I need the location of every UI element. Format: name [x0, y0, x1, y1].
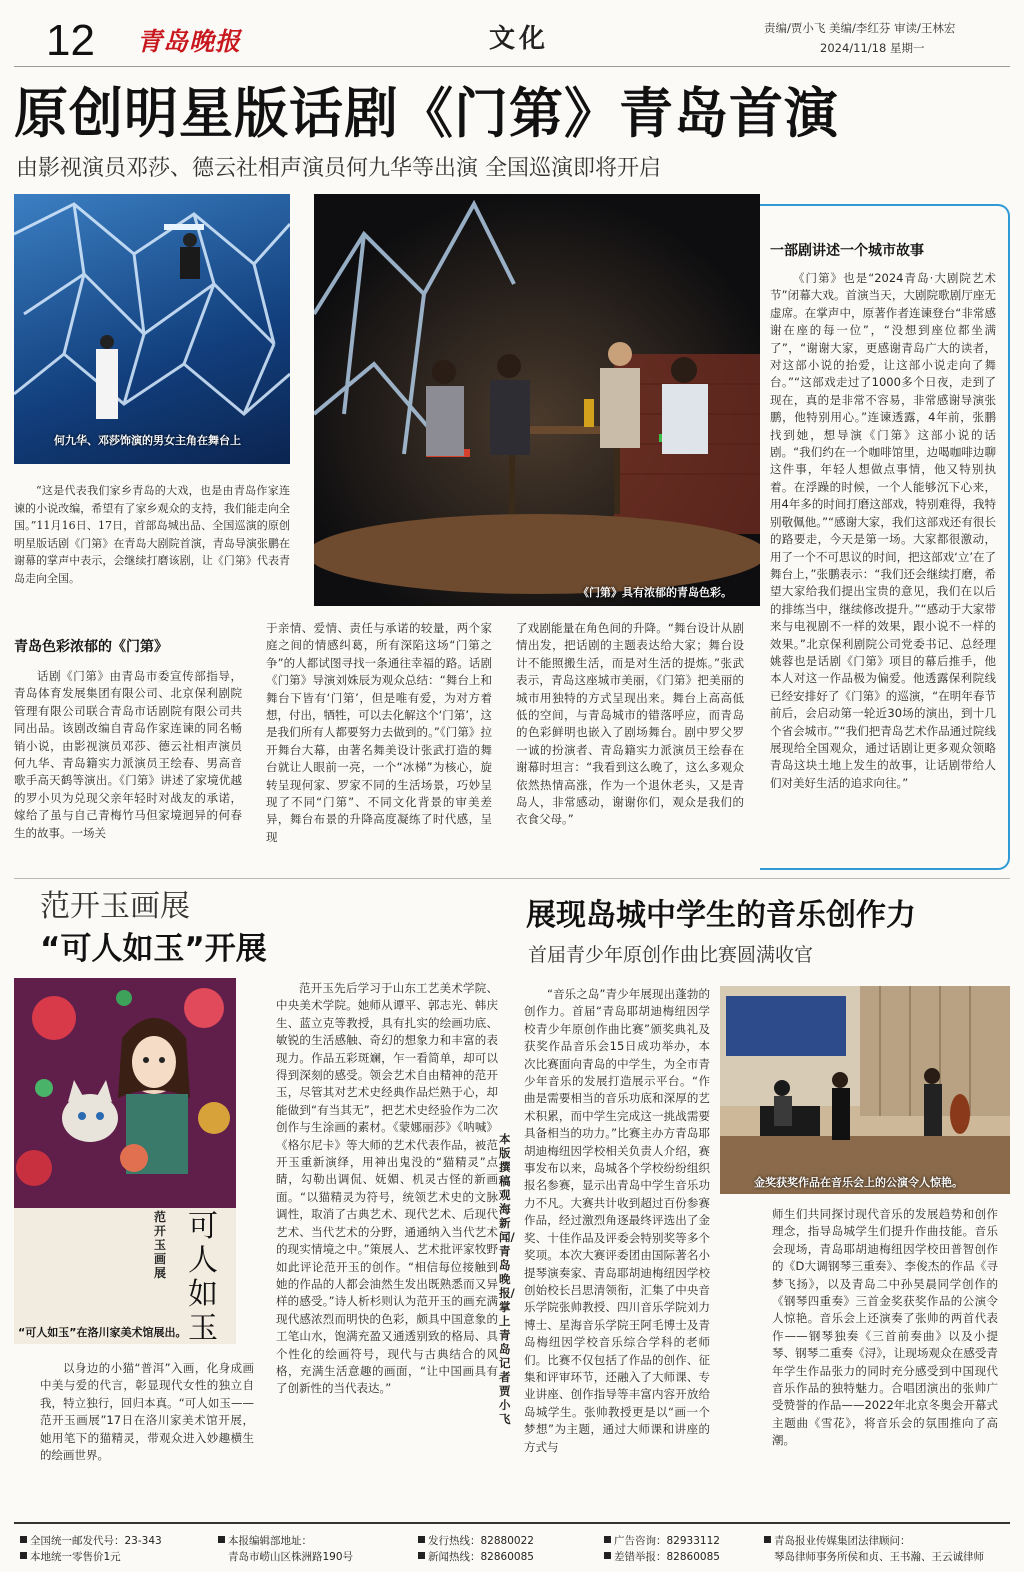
poster-calligraphy: 可人如玉: [188, 1209, 218, 1344]
art-col1: 以身边的小猫“普洱”入画，化身成画中美与爱的代言，彰显现代女性的独立自我，特立独行，回归本真。“可人如玉——范开玉画展”17日在洛川家美术馆开展，她用笔下的猫精灵，带观众进入妙趣横生的绘画世界。: [40, 1361, 254, 1463]
stage-photo-family: [314, 194, 760, 606]
footer-address-label: 本报编辑部地址：: [218, 1534, 312, 1549]
art-headline: “可人如玉”开展: [40, 931, 267, 967]
section-divider: [14, 878, 1010, 879]
poster-title: 范开玉画展: [154, 1210, 167, 1280]
poster-caption: “可人如玉”在洛川家美术馆展出。: [18, 1326, 187, 1339]
music-photo-caption: 金奖获奖作品在音乐会上的公演令人惊艳。: [754, 1176, 963, 1189]
photo2-caption: 《门第》具有浓郁的青岛色彩。: [578, 586, 732, 599]
music-col1: “音乐之岛”青少年展现出蓬勃的创作力。首届“青岛耶胡迪梅纽因学校青少年原创作曲比赛”颁奖典礼及获奖作品音乐会15日成功举办，本次比赛面向青岛的中学生，为全市青少年音乐的发展打造展示平台。“作曲是需要相当的音乐功底和深厚的艺术积累，而中学生完成这一挑战需要具备相当的功力。”比赛主办方青岛耶胡迪梅纽因学校相关负责人介绍，赛事发布以来，岛城各个学校纷纷组织报名参赛，显示出青岛中学生音乐功力不凡。大赛共计收到超过百份参赛作品，经过激烈角逐最终评选出了金奖、十佳作品及评委会特别奖等多个奖项。本次大赛评委团由国际著名小提琴演奏家、青岛耶胡迪梅纽因学校创始校长吕思清领衔，汇集了中央音乐学院张帅教授、四川音乐学院刘力博士、星海音乐学院王阿毛博士及青岛梅纽因学校音乐综合学科的老师们。比赛不仅包括了作品的创作、征集和评审环节，还融入了大师课、专业讲座、创作指导等丰富内容开放给岛城学生。张帅教授更是以“画一个梦想”为主题，通过大师课和讲座的方式与: [524, 987, 710, 1454]
music-headline: 展现岛城中学生的音乐创作力: [526, 898, 916, 933]
stage-photo-actors: [14, 194, 290, 464]
issue-date: 2024/11/18 星期一: [820, 41, 925, 55]
lead-section2-title: 一部剧讲述一个城市故事: [770, 243, 924, 259]
stage-ice-structure-graphic: [14, 194, 290, 464]
music-col2: 师生们共同探讨现代音乐的发展趋势和创作理念，指导岛城学生们提升作曲技能。音乐会现场，青岛耶胡迪梅纽因学校田普智创作的《D大调钢琴三重奏》、李俊杰的作品《寻梦飞扬》，以及青岛二中孙昊晨同学创作的《钢琴四重奏》三首金奖获奖作品的公演令人惊艳。音乐会上还演奏了张帅的两首代表作——钢琴独奏《三首前奏曲》以及小提琴、钢琴二重奏《浔》，让现场观众在感受青年学生作品张力的同时充分感受到中国现代音乐作品的独特魅力。合唱团演出的张帅广受赞誉的作品——2022年北京冬奥会开幕式主题曲《雪花》，将音乐会的氛围推向了高潮。: [772, 1207, 998, 1448]
footer-news-hotline: 新闻热线：82860085: [418, 1550, 534, 1565]
footer-price: 本地统一零售价1元: [20, 1550, 121, 1565]
lead-col2: 于亲情、爱情、责任与承诺的较量，两个家庭之间的情感纠葛，所有深陷这场“门第之争”的人都试图寻找一条通往幸福的路。话剧《门第》导演刘姝辰为观众总结：“舞台上和舞台下皆有‘门第’，但是唯有爱，为对方着想，付出，牺牲，可以去化解这个‘门第’，这是我们所有人都要努力去做到的。”《门第》拉开舞台大幕，由著名舞美设计张武打造的舞台就让人眼前一亮，一个“冰梯”为核心，旋转呈现何家、罗家不同的生活场景，巧妙呈现了不同“门第”、不同文化背景的审美差异，舞台布景的升降高度凝练了时代感，呈现: [266, 621, 492, 844]
lead-intro: “这是代表我们家乡青岛的大戏，也是由青岛作家连谏的小说改编，希望有了家乡观众的支持，我们能走向全国。”11月16日、17日，首部岛城出品、全国巡演的原创明星版话剧《门第》在青岛大剧院首演，青岛导演张鹏在谢幕的掌声中表示，会继续打磨该剧，让《门第》代表青岛走向全国。: [14, 484, 290, 585]
art-poster: [14, 978, 236, 1344]
cat-painting-graphic: [14, 978, 236, 1208]
footer-error-report: 差错举报：82860085: [604, 1550, 720, 1565]
music-subheadline: 首届青少年原创作曲比赛圆满收官: [528, 944, 814, 966]
lead-headline: 原创明星版话剧《门第》青岛首演: [14, 82, 839, 145]
footer-ad-contact: 广告咨询：82933112: [604, 1534, 720, 1549]
art-kicker: 范开玉画展: [40, 889, 190, 924]
stage-scene-graphic: [314, 194, 760, 606]
section-name: 文化: [489, 24, 550, 54]
footer-postal-code: 全国统一邮发代号：23-343: [20, 1534, 162, 1549]
music-concert-photo: [720, 986, 1010, 1194]
concert-stage-graphic: [720, 986, 1010, 1194]
editor-credits: 责编/贾小飞 美编/李红芬 审读/王林宏: [764, 21, 956, 35]
footer-legal-names: 琴岛律师事务所侯和贞、王书瀚、王云诚律师: [774, 1551, 984, 1563]
lead-col4: 《门第》也是“2024青岛·大剧院艺术节”闭幕大戏。首演当天，大剧院歌剧厅座无虚席。在掌声中，原著作者连谏登台“非常感谢在座的每一位”，“没想到座位都坐满了”，“谢谢大家，更感谢青岛广大的读者，对这部小说的抬爱，让这部小说走向了舞台。”“这部戏走过了1000多个日夜，走到了现在，真的是非常不容易，非常感谢导演张鹏，他特别用心。”连谏透露，4年前，张鹏找到她，想导演《门第》这部小说的话剧。“我们约在一个咖啡馆里，边喝咖啡边聊这件事，年轻人想做点事情，他又特别执着。在浮躁的时候，一个人能够沉下心来，用4年多的时间打磨这部戏，特别难得，我特别敬佩他。”“感谢大家，我们这部戏还有很长的路要走，今天是第一场。大家都很激动，用了一个不可思议的时间，把这部戏‘立’在了舞台上，”张鹏表示：“我们还会继续打磨，希望大家给我们提出宝贵的意见，我们在以后的排练当中，继续修改提升。”“感动于大家带来与电视剧不一样的效果，跟小说不一样的效果。”北京保利剧院公司党委书记、总经理姚蓉也是话剧《门第》项目的幕后推手，他本人对这一作品极为偏爱。他透露保利院线已经安排好了《门第》的巡演，“在明年春节前后，会启动第一轮近30场的演出，到十几个省会城市。”“我们把青岛艺术作品通过院线展现给全国观众，通过话剧让更多观众领略青岛这块土地上发生的故事，让话剧带给人们对美好生活的追求向往。”: [770, 271, 996, 790]
lead-section1-title: 青岛色彩浓郁的《门第》: [14, 639, 168, 655]
art-col2: 范开玉先后学习于山东工艺美术学院、中央美术学院。她师从谭平、郭志光、韩庆生、蓝立克等教授，具有扎实的绘画功底、敏锐的生活感触、奇幻的想象力和丰富的表现力。作品五彩斑斓，乍一看简单，却可以得到深刻的感受。领会艺术自由精神的范开玉，尽管其对艺术史经典作品烂熟于心，却能做到“有当其无”，把艺术史经验作为二次创作与生涂画的素材。《蒙娜丽莎》《呐喊》《格尔尼卡》等大师的艺术代表作品，被范开玉重新演绎，用神出鬼没的“猫精灵”点睛，勾勒出调侃、妩媚、机灵古怪的新画面。“以猫精灵为符号，统领艺术史的文脉调性，取消了古典艺术、现代艺术、后现代艺术、当代艺术的分野，通通纳入当代艺术的现实情境之中。”策展人、艺术批评家牧野如此评论范开玉的创作。“相信每位接触到她的作品的人都会油然生发出既熟悉而又异样的感受。”诗人析杉则认为范开玉的画充满现代感浓烈而明快的色彩，颇具中国意象的工笔山水，饱满充盈又通透别致的格局、具个性化的绘画符号，现代与古典结合的风格，充满生活意趣的画面，“让中国画具有了创新性的当代表达。”: [276, 981, 498, 1396]
footer-rule: [14, 1522, 1010, 1524]
page-number: 12: [46, 16, 95, 65]
header-rule: [14, 66, 1010, 67]
lead-col1: 话剧《门第》由青岛市委宣传部指导，青岛体育发展集团有限公司、北京保利剧院管理有限公司联合青岛市话剧院有限公司共同出品。该剧改编自青岛作家连谏的同名畅销小说，由影视演员邓莎、德云社相声演员何九华、青岛籍实力派演员王绘春、男高音歌手高天鹤等演出。《门第》讲述了家境优越的罗小贝为兑现父亲年轻时对战友的承诺，嫁给了虽与自己青梅竹马但家境迥异的何春生的故事。一场关: [14, 669, 242, 840]
lead-col3: 了戏剧能量在角色间的升降。“舞台设计从剧情出发，把话剧的主题表达给大家；舞台设计不能照搬生活，而是对生活的提炼。”张武表示，青岛这座城市美丽，《门第》把美丽的城市用独特的方式呈现出来。舞台上高高低低的空间，与青岛城市的错落呼应，而青岛的色彩鲜明也嵌入了剧场舞台。剧中罗父罗一诚的扮演者、青岛籍实力派演员王绘春在谢幕时坦言：“我看到这么晚了，这么多观众依然热情高涨，作为一个退休老头，又是青岛人，非常感动，谢谢你们，观众是我们的衣食父母。”: [516, 621, 744, 827]
footer-legal-label: 青岛报业传媒集团法律顾问：: [764, 1534, 911, 1549]
footer-address: 青岛市崂山区株洲路190号: [228, 1551, 354, 1563]
footer-distribution-hotline: 发行热线：82880022: [418, 1534, 534, 1549]
paper-logo: 青岛晚报: [137, 27, 242, 56]
lead-subheadline: 由影视演员邓莎、德云社相声演员何九华等出演 全国巡演即将开启: [16, 156, 661, 181]
byline-vertical: 本版撰稿 观海新闻/青岛晚报/掌上青岛 记者 贾小飞: [499, 1132, 515, 1426]
photo1-caption: 何九华、邓莎饰演的男女主角在舞台上: [54, 434, 241, 447]
